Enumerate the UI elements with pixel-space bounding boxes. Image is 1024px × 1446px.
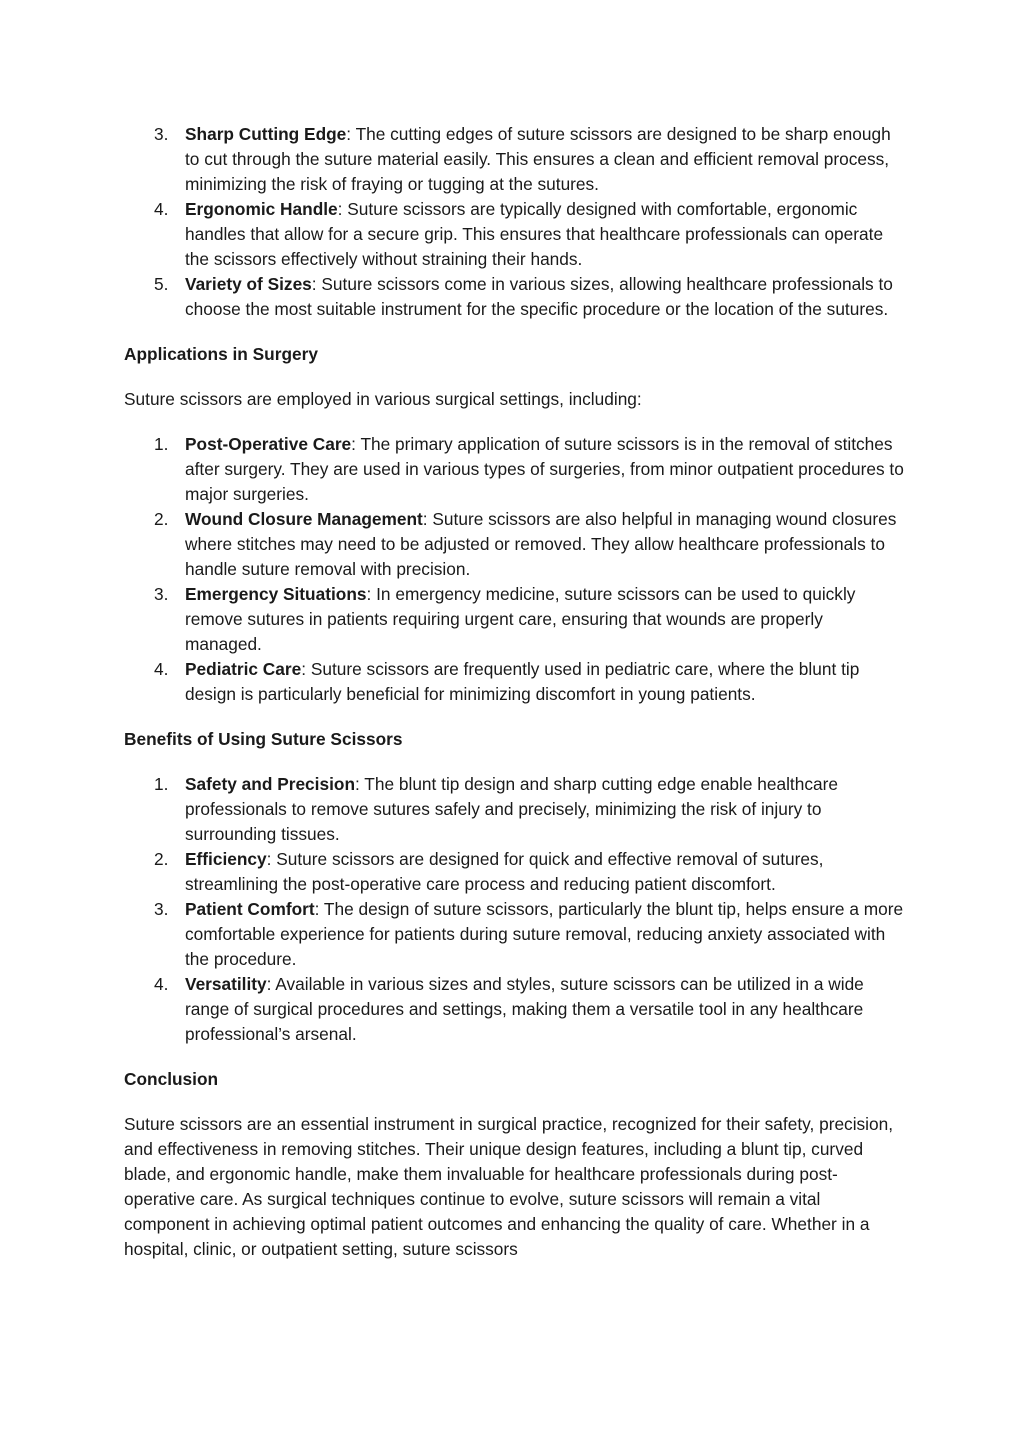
list-item-term: Versatility: [185, 974, 267, 994]
document-page: [124, 122, 904, 1262]
list-item: [124, 897, 904, 972]
list-number: 2.: [154, 509, 169, 529]
list-item-term: Wound Closure Management: [185, 509, 423, 529]
conclusion-paragraph: Suture scissors are an essential instrument in surgical practice, recognized for their safety, precision, and effectiveness in removing stitches. Their unique design features, including a blunt tip, curved blade, and ergonomic handle, make them invaluable for healthcare professionals during post-operative care. As surgical techniques continue to evolve, suture scissors will remain a vital component in achieving optimal patient outcomes and enhancing the quality of care. Whether in a hospital, clinic, or outpatient setting, suture scissors: [124, 1114, 894, 1259]
list-item-term: Ergonomic Handle: [185, 199, 338, 219]
list-item-term: Sharp Cutting Edge: [185, 124, 347, 144]
list-number: 1.: [154, 774, 169, 794]
list-item-term: Pediatric Care: [185, 659, 302, 679]
list-item-term: Post-Operative Care: [185, 434, 352, 454]
list-item-term: Patient Comfort: [185, 899, 315, 919]
list-number: 4.: [154, 659, 169, 679]
list-item: [124, 657, 904, 707]
applications-intro: Suture scissors are employed in various surgical settings, including:: [124, 389, 642, 409]
list-item: [124, 122, 904, 197]
list-item-term: Emergency Situations: [185, 584, 367, 604]
list-number: 4.: [154, 199, 169, 219]
list-number: 3.: [154, 124, 169, 144]
list-item: [124, 582, 904, 657]
list-number: 2.: [154, 849, 169, 869]
list-item: [124, 507, 904, 582]
list-item-text: : The design of suture scissors, particularly the blunt tip, helps ensure a more comfortable experience for patients during suture removal, reducing anxiety associated with the procedure.: [185, 899, 904, 969]
list-item-text: : In emergency medicine, suture scissors can be used to quickly remove sutures in patients requiring urgent care, ensuring that wounds are properly managed.: [185, 584, 856, 654]
list-number: 3.: [154, 584, 169, 604]
features-list-continued: [124, 122, 904, 322]
list-item-text: : Suture scissors are designed for quick and effective removal of sutures, streamlining the post-operative care process and reducing patient discomfort.: [185, 849, 824, 894]
list-item: [124, 847, 904, 897]
list-item: [124, 432, 904, 507]
benefits-list: [124, 772, 904, 1047]
list-number: 4.: [154, 974, 169, 994]
list-item-text: : The cutting edges of suture scissors are designed to be sharp enough to cut through the suture material easily. This ensures a clean and efficient removal process, minimizing the risk of fraying or tugging at the sutures.: [185, 124, 891, 194]
list-item-text: : Suture scissors are typically designed with comfortable, ergonomic handles that allow for a secure grip. This ensures that healthcare professionals can operate the scissors effectively without straining their hands.: [185, 199, 884, 269]
list-item: [124, 272, 904, 322]
list-item: [124, 197, 904, 272]
section-heading-conclusion: Conclusion: [124, 1069, 219, 1089]
list-item-text: : Available in various sizes and styles, suture scissors can be utilized in a wide range of surgical procedures and settings, making them a versatile tool in any healthcare professional’s arsenal.: [185, 974, 864, 1044]
list-item: [124, 972, 904, 1047]
list-item-term: Variety of Sizes: [185, 274, 312, 294]
list-item-text: : Suture scissors come in various sizes, allowing healthcare professionals to choose the most suitable instrument for the specific procedure or the location of the sutures.: [185, 274, 893, 319]
list-item-text: : Suture scissors are also helpful in managing wound closures where stitches may need to be adjusted or removed. They allow healthcare professionals to handle suture removal with precision.: [185, 509, 897, 579]
applications-list: [124, 432, 904, 707]
list-number: 3.: [154, 899, 169, 919]
list-item: [124, 772, 904, 847]
section-heading-applications: Applications in Surgery: [124, 344, 318, 364]
section-heading-benefits: Benefits of Using Suture Scissors: [124, 729, 403, 749]
list-number: 5.: [154, 274, 169, 294]
list-item-text: : Suture scissors are frequently used in pediatric care, where the blunt tip design is particularly beneficial for minimizing discomfort in young patients.: [185, 659, 860, 704]
list-item-text: : The primary application of suture scissors is in the removal of stitches after surgery. They are used in various types of surgeries, from minor outpatient procedures to major surgeries.: [185, 434, 904, 504]
list-number: 1.: [154, 434, 169, 454]
list-item-term: Safety and Precision: [185, 774, 355, 794]
list-item-term: Efficiency: [185, 849, 267, 869]
list-item-text: : The blunt tip design and sharp cutting edge enable healthcare professionals to remove sutures safely and precisely, minimizing the risk of injury to surrounding tissues.: [185, 774, 838, 844]
